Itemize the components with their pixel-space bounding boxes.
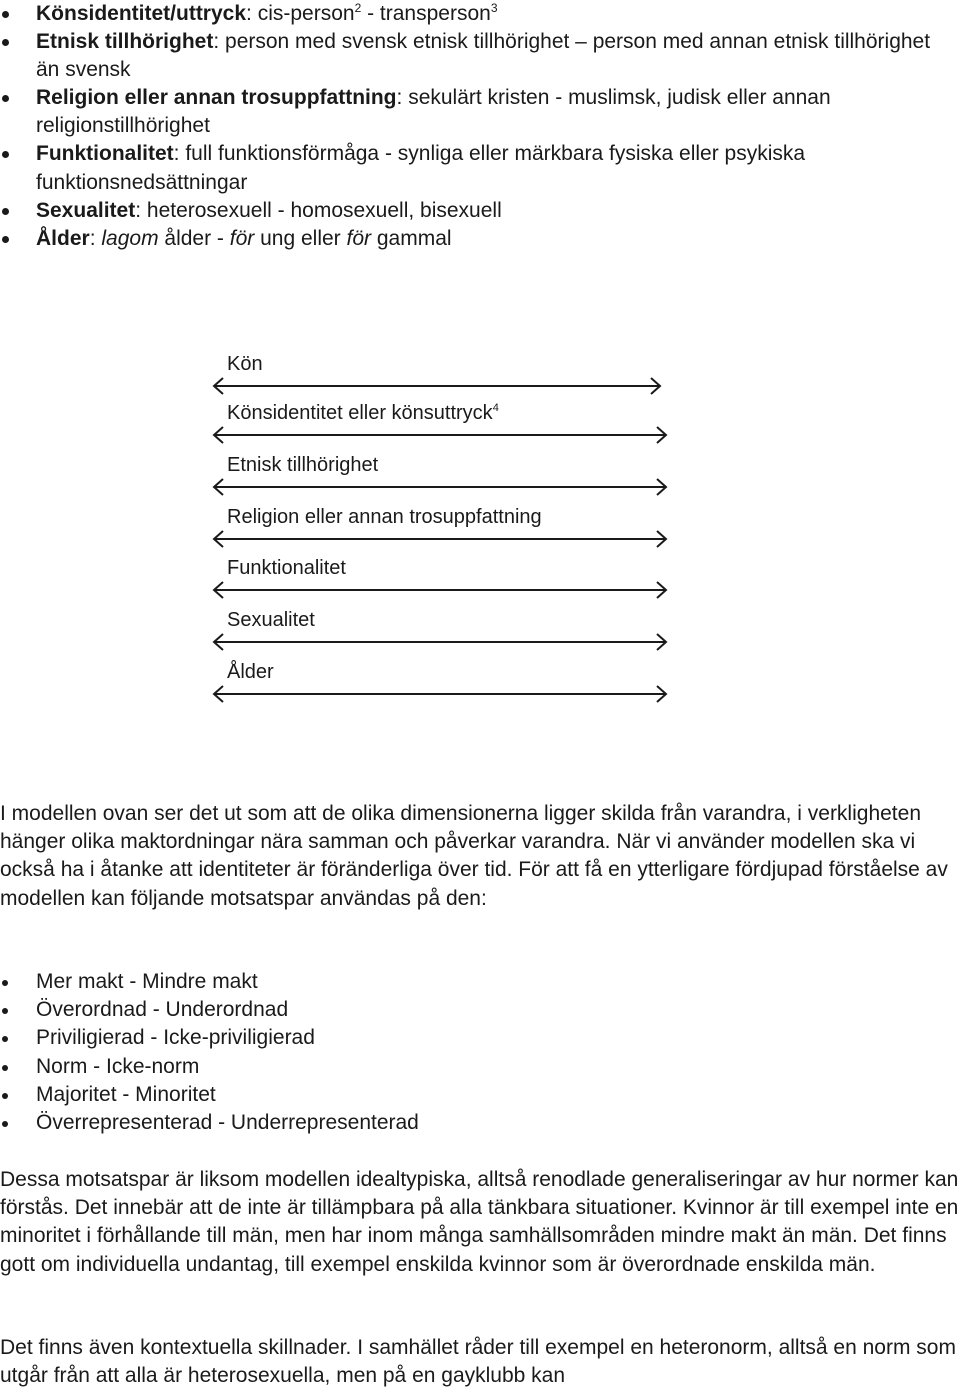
double-arrow-icon — [212, 425, 672, 445]
dimension-label: Könsidentitet eller könsuttryck$^4$ — [227, 402, 499, 424]
list-item: Könsidentitet/uttryck: cis-person$^2$ - transperson$^3$ — [0, 0, 940, 28]
list-item: Funktionalitet: full funktionsförmåga - synliga eller märkbara fysiska eller psykiska funktionsnedsättningar — [0, 140, 940, 196]
dimension-kon — [212, 352, 672, 396]
list-item: Religion eller annan trosuppfattning: sekulärt kristen - muslimsk, judisk eller annan religionstillhörighet — [0, 84, 940, 140]
term: Funktionalitet — [36, 142, 174, 166]
list-item: Norm - Icke-norm — [0, 1053, 940, 1081]
list-item: Etnisk tillhörighet: person med svensk etnisk tillhörighet – person med annan etnisk tillhörighet än svensk — [0, 28, 940, 84]
double-arrow-icon — [212, 632, 672, 652]
list-item: Överrepresenterad - Underrepresenterad — [0, 1109, 940, 1137]
dimension-etnisk-tillhorighet — [212, 453, 672, 497]
list-item: Sexualitet: heterosexuell - homosexuell, bisexuell — [0, 197, 940, 225]
list-item: Ålder: lagom ålder - för ung eller för gammal — [0, 225, 940, 253]
identity-definition-list — [0, 0, 940, 253]
dimension-diagram — [0, 330, 960, 710]
paragraph-model-explanation: I modellen ovan ser det ut som att de olika dimensionerna ligger skilda från varandra, i verkligheten hänger olika maktordningar nära samman och påverkar varandra. När vi använder modellen ska vi också ha i åtanke att identiteter är föränderliga över tid. För att få en ytterligare fördjupad förståelse av modellen kan följande motsatspar användas på den: — [0, 802, 948, 910]
double-arrow-icon — [212, 376, 672, 396]
dimension-label: Sexualitet — [227, 609, 315, 631]
footnote-ref: 2 — [354, 1, 362, 15]
term: Könsidentitet/uttryck — [36, 2, 247, 25]
term: Ålder — [36, 226, 90, 250]
dimension-label: Religion eller annan trosuppfattning — [227, 506, 542, 528]
double-arrow-icon — [212, 477, 672, 497]
term: Sexualitet — [36, 198, 136, 222]
list-item: Priviligierad - Icke-priviligierad — [0, 1024, 940, 1052]
term: Etnisk tillhörighet — [36, 30, 214, 54]
dimension-label: Ålder — [227, 661, 274, 683]
list-item: Överordnad - Underordnad — [0, 996, 940, 1024]
dimension-funktionalitet — [212, 556, 672, 600]
double-arrow-icon — [212, 684, 672, 704]
opposite-pairs-list — [0, 968, 940, 1137]
dimension-religion — [212, 505, 672, 549]
dimension-label: Kön — [227, 353, 263, 375]
paragraph-contextual: Det finns även kontextuella skillnader. I samhället råder till exempel en heteronorm, alltså en norm som utgår från att alla är heterosexuella, men på en gayklubb kan — [0, 1336, 956, 1388]
dimension-label: Funktionalitet — [227, 557, 346, 579]
list-item: Mer makt - Mindre makt — [0, 968, 940, 996]
footnote-ref: 3 — [490, 1, 498, 15]
paragraph-idealtypes: Dessa motsatspar är liksom modellen idealtypiska, alltså renodlade generaliseringar av hur normer kan förstås. Det innebär att de inte är tillämpbara på alla tänkbara situationer. Kvinnor är till exempel inte en minoritet i förhållande till män, men har inom många samhällsområden mindre makt än män. Det finns gott om individuella undantag, till exempel enskilda kvinnor som är överordnade enskilda män. — [0, 1168, 959, 1276]
dimension-konsidentitet — [212, 401, 672, 445]
list-item: Majoritet - Minoritet — [0, 1081, 940, 1109]
term: Religion eller annan trosuppfattning — [36, 86, 397, 110]
dimension-label: Etnisk tillhörighet — [227, 454, 379, 476]
dimension-sexualitet — [212, 608, 672, 652]
double-arrow-icon — [212, 580, 672, 600]
double-arrow-icon — [212, 529, 672, 549]
dimension-alder — [212, 660, 672, 704]
footnote-ref: 4 — [492, 402, 499, 414]
